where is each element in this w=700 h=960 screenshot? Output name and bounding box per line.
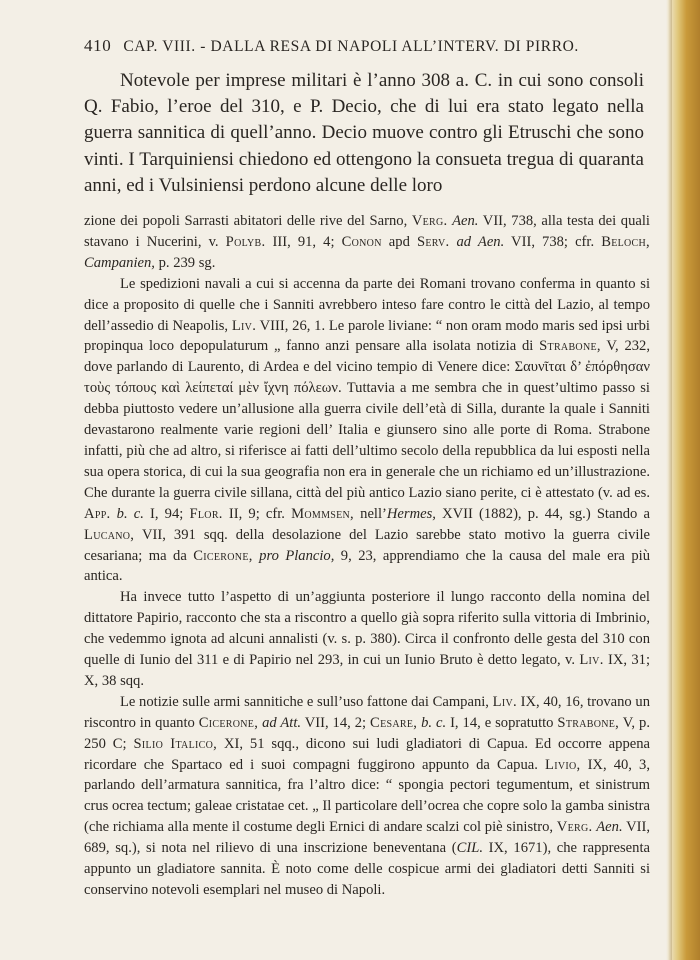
author-ref: Strabone, — [557, 714, 620, 731]
work-ref: Aen. — [596, 819, 623, 836]
text-run: II, 9; cfr. — [222, 505, 292, 522]
work-ref: pro Plancio, — [259, 547, 335, 564]
author-ref: Liv. — [231, 317, 257, 334]
author-ref: Conon — [341, 233, 382, 250]
text-run — [449, 234, 456, 250]
text-run: IX, 31; X, 38 sqq. — [84, 652, 651, 689]
author-ref: App. — [84, 505, 111, 522]
main-text — [84, 68, 644, 199]
work-ref: b. c. — [421, 714, 447, 731]
author-ref: Liv. — [579, 652, 604, 669]
author-ref: Strabone, — [539, 338, 601, 355]
text-run: VII, 14, 2; — [301, 714, 371, 731]
author-ref: Livio, — [545, 756, 581, 773]
author-ref: Lucano, — [84, 526, 135, 543]
author-ref: Cicerone, — [198, 714, 259, 731]
text-run: VII, 689, sq.), si nota nel rilievo di una inscrizione beneventana ( — [84, 819, 650, 857]
author-ref: Verg. — [411, 213, 448, 229]
work-ref: ad Att. — [262, 714, 302, 731]
text-run: apd — [381, 233, 417, 250]
work-ref: Aen. — [452, 213, 479, 229]
work-ref: Campanien, — [84, 254, 155, 271]
text-run: nell’ — [354, 505, 387, 522]
text-run: Le notizie sulle armi sannitiche e sull’uso fattone dai Campani, — [120, 693, 493, 710]
text-run: Le spedizioni navali a cui si accenna da parte dei Romani trovano conferma in quanto si dice a proposito di quelle che i Sanniti avrebbero inteso fare contro le città del Lazio, al tempo dell’assedio di Neapolis, — [84, 275, 650, 334]
text-run: VII, 738, alla testa dei quali stavano i Nucerini, v. — [84, 213, 650, 250]
work-ref: CIL. — [456, 840, 483, 857]
text-run: IX, 1671), che rappresenta appunto un gladiatore sannita. È noto come delle cospicue armi dei gladiatori detti Sanniti si conservino notevoli esemplari nel museo di Napoli. — [84, 840, 650, 898]
author-ref: Verg. — [556, 819, 593, 836]
author-ref: Serv. — [416, 233, 450, 250]
footnote-paragraph — [84, 587, 650, 692]
author-ref: Beloch, — [601, 233, 650, 250]
footnotes — [84, 211, 650, 901]
author-ref: Mommsen, — [291, 505, 354, 522]
page-edge-shadow — [668, 0, 672, 960]
text-run: Ha invece tutto l’aspetto di un’aggiunta posteriore il lungo racconto della nomina del dittatore Papirio, racconto che sta a riscontro a quello già sopra riferito sulla vittoria di Imbrinio, che vedemmo ignota ad alcuni annalisti (v. s. p. 380). Circa il confronto delle gesta del 310 con quelle di Iunio del 311 e di Papirio nel 293, in cui un Iunio Bruto è detto legato, v. — [84, 589, 650, 669]
running-title: CAP. VIII. - DALLA RESA DI NAPOLI ALL’INTERV. DI PIRRO. — [123, 38, 579, 55]
text-run: zione dei popoli Sarrasti abitatori delle rive del Sarno, — [84, 213, 412, 229]
main-paragraph: Notevole per imprese militari è l’anno 308 a. C. in cui sono consoli Q. Fabio, l’eroe del 310, e P. Decio, che di lui era stato legato nella guerra sannitica di quell’anno. Decio muove contro gli Etruschi che sono vinti. I Tarquiniensi chiedono ed ottengono la consueta tregua di quaranta anni, ed i Vulsiniensi perdono alcune delle loro — [84, 70, 644, 196]
text-run: V, 232, dove parlando di Laurento, di Ardea e del vicino tempio di Venere dice: Σαυνῖται δ’ ἐπόρθησαν τοὺς τόπους καὶ λείπεταί μὲν ἴχνη πόλεων. Tuttavia a me sembra che in quest’ultimo passo si debba piuttosto vedere un’allusione alla guerra civile dell’età di Silla, durante la quale i Sanniti devastarono realmente varie regioni dell’ Italia e giunsero sino alle porte di Roma. Strabone infatti, più che ad altro, si riferisce ai fatti dell’ultimo secolo della repubblica da lui esposti nella sua opera storica, di cui la sua geografia non era in generale che un richiamo ed un’illustrazione. Che durante la guerra civile sillana, città del più antico Lazio siano perite, ci è attestato (v. ad es. — [84, 338, 650, 501]
text-run: I, 94; — [143, 505, 190, 522]
text-run: p. 239 sg. — [154, 254, 216, 271]
text-run: IX, 40, 3, parlando dell’armatura sannitica, fra l’altro dice: “ spongia pectori tegumentum, et sinistrum crus ocrea tectum; galeae cristatae cet. „ Il particolare dell’ocrea che copre solo la gamba sinistra (che richiama alla mente il costume degli Ernici di andare scalzi col piè sinistro, — [84, 756, 650, 836]
work-ref: Hermes, — [386, 505, 436, 522]
footnote-paragraph — [84, 692, 650, 901]
author-ref: Flor. — [189, 505, 223, 522]
text-run: XI, 51 sqq., dicono sui ludi gladiatori di Capua. Ed occorre appena ricordare che Spartaco ed i suoi compagni fuggirono appunto da Capua. — [84, 735, 650, 773]
text-run: I, 14, e sopratutto — [446, 714, 558, 731]
text-run: VII, 738; cfr. — [504, 233, 602, 250]
text-run: XVII (1882), p. 44, sg.) Stando a — [435, 505, 650, 522]
author-ref: Silio Italico, — [133, 735, 218, 752]
author-ref: Liv. — [492, 693, 517, 710]
footnote-paragraph — [84, 274, 650, 588]
page-number: 410 — [84, 36, 112, 55]
text-run: V, p. 250 C; — [84, 714, 650, 752]
text-run: III, 91, 4; — [265, 233, 342, 250]
footnote-continuation — [84, 211, 650, 274]
text-run: VIII, 26, 1. Le parole liviane: “ non oram modo maris sed ipsi urbi propinqua loco depopulaturum „ fanno anzi pensare alla isolata notizia di — [84, 317, 650, 355]
author-ref: Polyb. — [225, 233, 266, 250]
running-header — [84, 36, 644, 56]
author-ref: Cicerone, — [193, 547, 253, 564]
author-ref: Cesare, — [370, 714, 418, 731]
text-run: 9, 23, apprendiamo che la causa del male era più antica. — [84, 547, 650, 585]
work-ref: b. c. — [116, 505, 144, 522]
text-run: IX, 40, 16, trovano un riscontro in quanto — [84, 693, 650, 731]
work-ref: ad Aen. — [456, 233, 505, 250]
text-run: VII, 391 sqq. della desolazione del Lazio sarebbe stato motivo la guerra civile cesariana; ma da — [84, 526, 650, 564]
